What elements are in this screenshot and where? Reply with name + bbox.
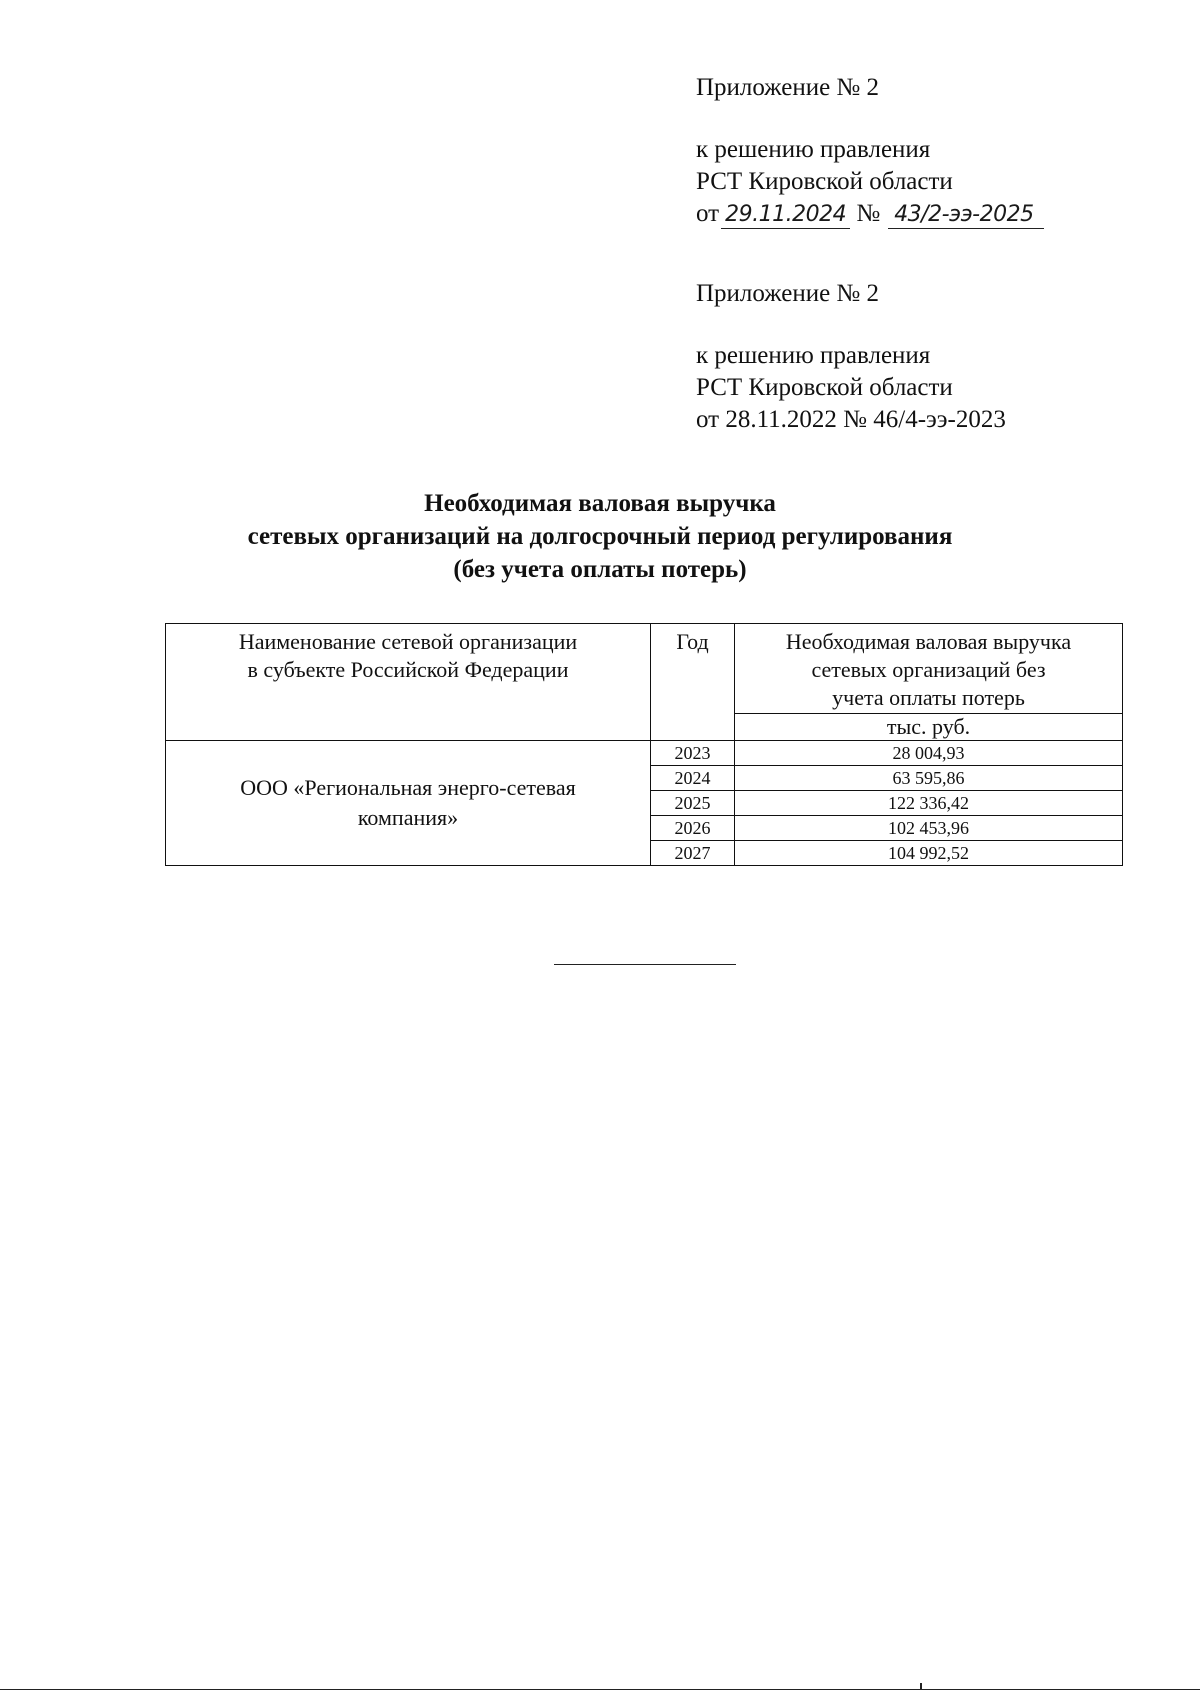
value-cell: 63 595,86 — [735, 766, 1123, 791]
decision-date-number: от 28.11.2022 № 46/4-ээ-2023 — [696, 406, 1006, 433]
title-line-3: (без учета оплаты потерь) — [453, 556, 747, 583]
year-cell: 2023 — [651, 741, 735, 766]
value-cell: 104 992,52 — [735, 841, 1123, 866]
approval-header-original — [696, 278, 1156, 436]
value-cell: 102 453,96 — [735, 816, 1123, 841]
title-line-2: сетевых организаций на долгосрочный период регулирования — [247, 523, 953, 550]
from-label: от — [696, 200, 720, 227]
nvv-table — [165, 623, 1123, 866]
header-year: Год — [651, 624, 735, 741]
end-divider — [554, 964, 736, 965]
handwritten-date: 29.11.2024 — [721, 202, 850, 229]
header-nvv: Необходимая валовая выручка сетевых организаций без учета оплаты потерь — [735, 624, 1123, 714]
year-cell: 2027 — [651, 841, 735, 866]
header-unit: тыс. руб. — [735, 714, 1123, 741]
header-organization: Наименование сетевой организации в субъекте Российской Федерации — [166, 624, 651, 741]
page-bottom-tick — [920, 1683, 922, 1690]
organization-name: ООО «Региональная энерго-сетевая компания» — [166, 741, 651, 866]
decision-date-number-line — [696, 198, 1156, 230]
decision-line: к решению правления — [696, 136, 931, 163]
page-bottom-edge — [0, 1689, 1200, 1690]
value-cell: 122 336,42 — [735, 791, 1123, 816]
decision-line: к решению правления — [696, 342, 931, 369]
authority-line: РСТ Кировской области — [696, 168, 953, 195]
handwritten-number: 43/2-ээ-2025 — [888, 202, 1043, 229]
value-cell: 28 004,93 — [735, 741, 1123, 766]
appendix-label: Приложение № 2 — [696, 74, 880, 101]
year-cell: 2025 — [651, 791, 735, 816]
number-label: № — [856, 200, 881, 227]
authority-line: РСТ Кировской области — [696, 374, 953, 401]
document-title — [100, 487, 1100, 586]
year-cell: 2024 — [651, 766, 735, 791]
table-row — [166, 741, 1123, 766]
year-cell: 2026 — [651, 816, 735, 841]
title-line-1: Необходимая валовая выручка — [424, 490, 776, 517]
approval-header-current — [696, 72, 1156, 230]
appendix-label: Приложение № 2 — [696, 280, 880, 307]
